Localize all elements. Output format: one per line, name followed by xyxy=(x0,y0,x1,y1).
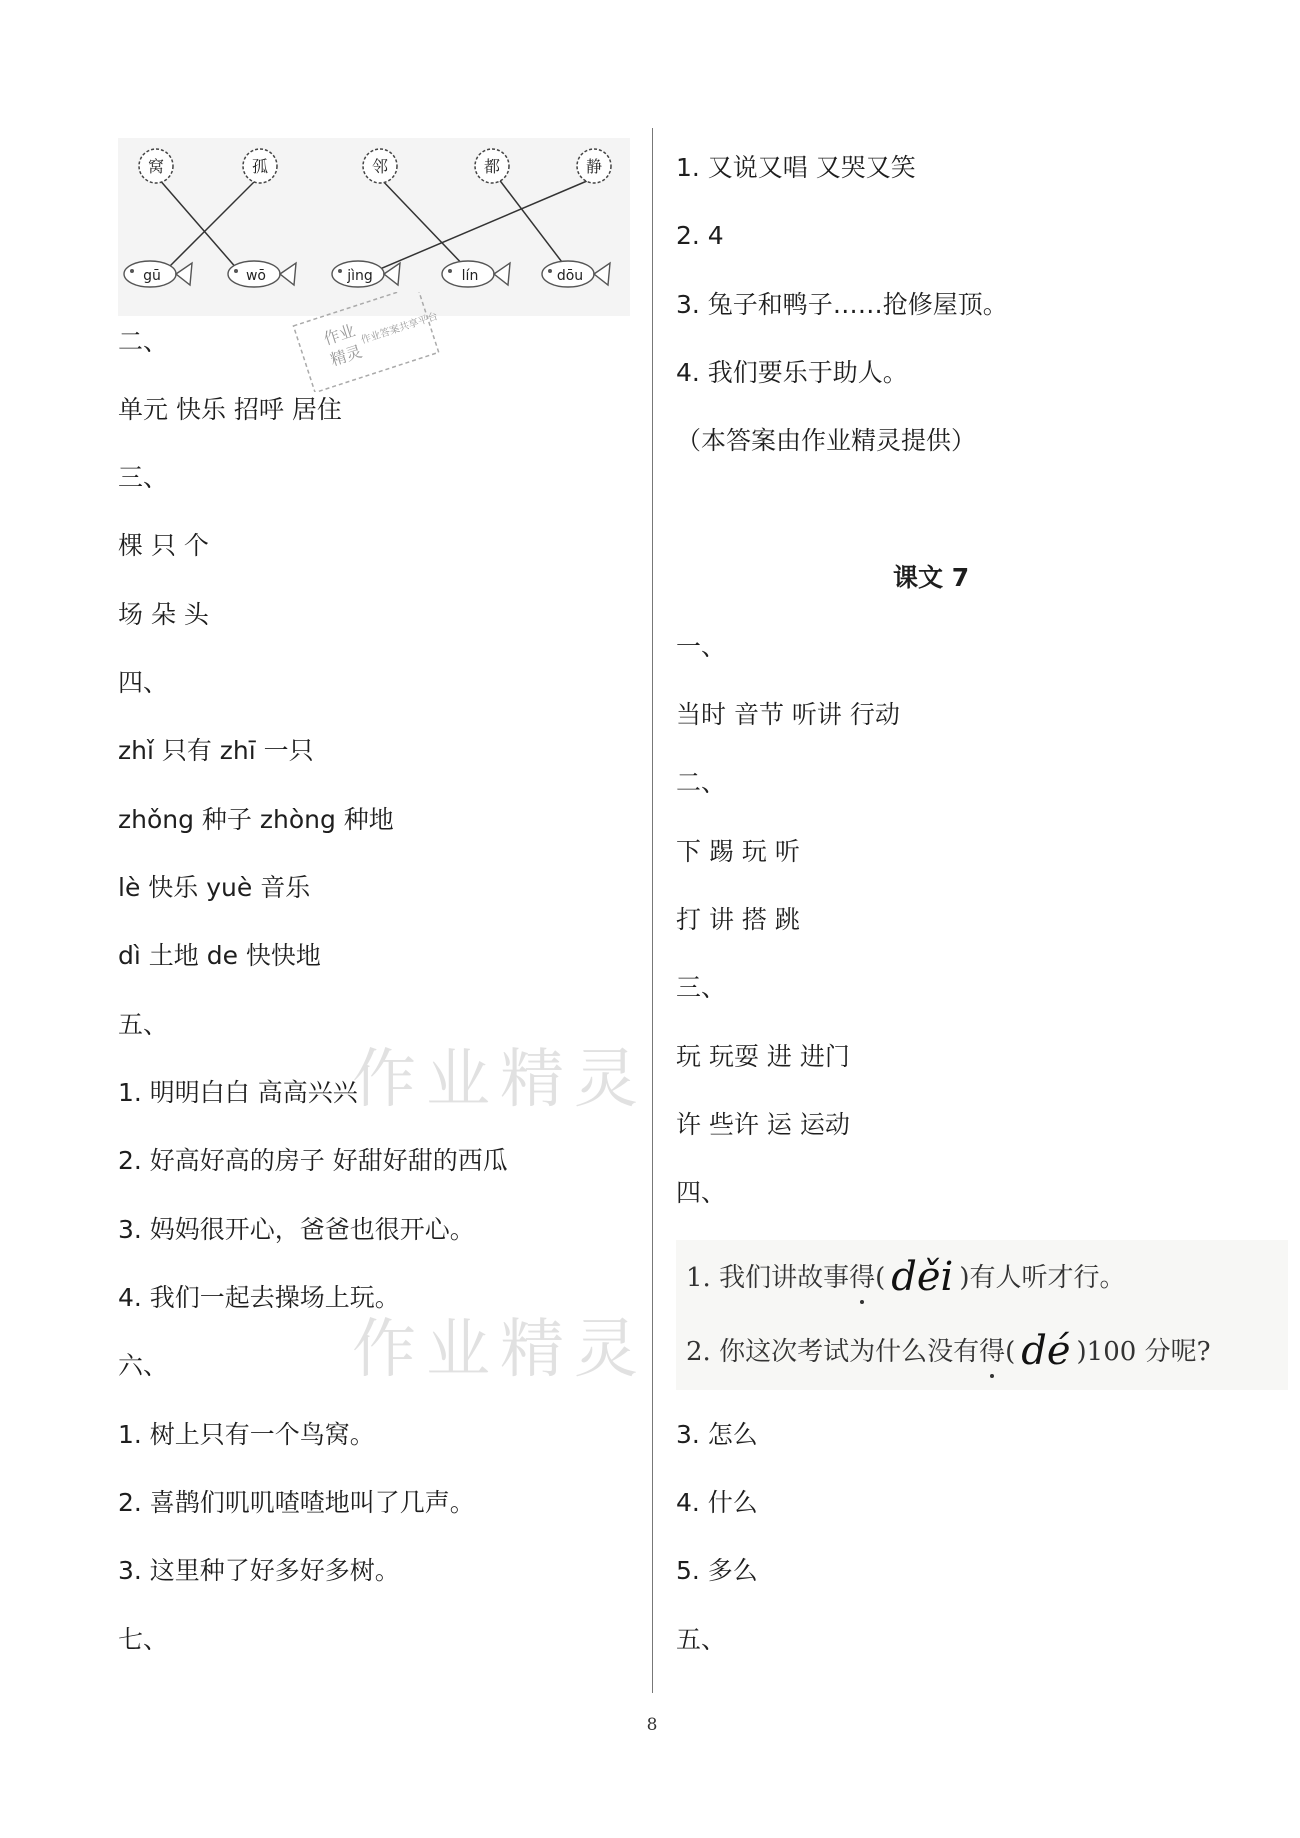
fish-pinyin: wō xyxy=(245,268,267,284)
exercise-line-1 xyxy=(686,1254,1125,1300)
answer-line: 2. 好高好高的房子 好甜好甜的西瓜 xyxy=(118,1146,508,1175)
char-label: 邻 xyxy=(371,157,389,176)
section-heading: 三、 xyxy=(676,973,727,1002)
answer-line: 1. 树上只有一个鸟窝。 xyxy=(118,1420,375,1449)
answer-line: 棵 只 个 xyxy=(118,531,209,560)
char-circle xyxy=(243,149,277,183)
answer-line: dì 土地 de 快快地 xyxy=(118,941,321,970)
answer-line: 3. 这里种了好多好多树。 xyxy=(118,1556,400,1585)
fish-pinyin: jìng xyxy=(347,268,373,284)
answer-line: 当时 音节 听讲 行动 xyxy=(676,700,900,729)
section-title: 课文 7 xyxy=(893,563,970,592)
char-circle xyxy=(577,149,611,183)
section-heading: 三、 xyxy=(118,463,169,492)
answer-line: zhǒng 种子 zhòng 种地 xyxy=(118,805,394,834)
column-divider xyxy=(652,128,653,1693)
fish-pinyin: gū xyxy=(143,268,161,284)
exercise-text: )100 分呢? xyxy=(1076,1337,1211,1367)
answer-line: 4. 什么 xyxy=(676,1488,758,1517)
exercise-text: 1. 我们讲故事 xyxy=(686,1263,850,1293)
answer-line: 2. 4 xyxy=(676,221,724,250)
char-circle xyxy=(475,149,509,183)
section-heading: 一、 xyxy=(676,632,727,661)
char-circle xyxy=(139,149,173,183)
stamp-watermark xyxy=(282,292,452,392)
answer-line: 4. 我们要乐于助人。 xyxy=(676,358,908,387)
answer-line: 2. 喜鹊们叽叽喳喳地叫了几声。 xyxy=(118,1488,475,1517)
paren: ( xyxy=(875,1263,886,1293)
paren: ( xyxy=(1005,1337,1016,1367)
answer-line: 玩 玩耍 进 进门 xyxy=(676,1042,850,1071)
watermark: 作业精灵 xyxy=(352,1043,648,1117)
section-heading: 五、 xyxy=(676,1625,727,1654)
stamp-line2: 精灵 xyxy=(328,341,365,370)
char-label: 窝 xyxy=(147,157,165,176)
exercise-char: 得 xyxy=(979,1331,1005,1368)
char-circle xyxy=(363,149,397,183)
answer-line: 打 讲 搭 跳 xyxy=(676,905,800,934)
answer-line: 许 些许 运 运动 xyxy=(676,1110,850,1139)
answer-line: 1. 明明白白 高高兴兴 xyxy=(118,1078,358,1107)
fish-pinyin: lín xyxy=(461,268,479,284)
matching-figure xyxy=(118,138,630,316)
credit-note: （本答案由作业精灵提供） xyxy=(676,426,977,455)
exercise-line-2 xyxy=(686,1328,1211,1374)
exercise-text: 2. 你这次考试为什么没有 xyxy=(686,1337,980,1367)
answer-line: 下 踢 玩 听 xyxy=(676,837,800,866)
char-label: 孤 xyxy=(251,157,269,176)
handwritten-answer: dé xyxy=(1021,1328,1071,1374)
char-label: 都 xyxy=(483,157,501,176)
answer-line: 4. 我们一起去操场上玩。 xyxy=(118,1283,400,1312)
page-number: 8 xyxy=(646,1715,658,1735)
answer-line: 1. 又说又唱 又哭又笑 xyxy=(676,153,916,182)
stamp-line1: 作业 xyxy=(321,320,358,349)
section-heading: 二、 xyxy=(676,768,727,797)
section-heading: 二、 xyxy=(118,327,169,356)
section-heading: 七、 xyxy=(118,1625,169,1654)
answer-line: 5. 多么 xyxy=(676,1556,758,1585)
section-heading: 六、 xyxy=(118,1351,169,1380)
section-heading: 四、 xyxy=(676,1178,727,1207)
section-heading: 四、 xyxy=(118,668,169,697)
answer-line: zhǐ 只有 zhī 一只 xyxy=(118,736,314,765)
answer-line: 3. 妈妈很开心，爸爸也很开心。 xyxy=(118,1215,475,1244)
stamp-caption: 作业答案共享平台 xyxy=(359,311,440,347)
exercise-figure xyxy=(676,1240,1288,1390)
watermark: 作业精灵 xyxy=(352,1313,648,1387)
answer-line: 3. 兔子和鸭子……抢修屋顶。 xyxy=(676,290,1008,319)
exercise-text: )有人听才行。 xyxy=(959,1263,1126,1293)
fish-pinyin: dōu xyxy=(556,268,584,284)
char-label: 静 xyxy=(585,157,603,176)
handwritten-answer: děi xyxy=(891,1254,954,1300)
section-heading: 五、 xyxy=(118,1010,169,1039)
answer-line: 场 朵 头 xyxy=(118,600,209,629)
exercise-char: 得 xyxy=(849,1257,875,1294)
answer-line: 3. 怎么 xyxy=(676,1420,758,1449)
answer-line: lè 快乐 yuè 音乐 xyxy=(118,873,311,902)
answer-line: 单元 快乐 招呼 居住 xyxy=(118,395,342,424)
